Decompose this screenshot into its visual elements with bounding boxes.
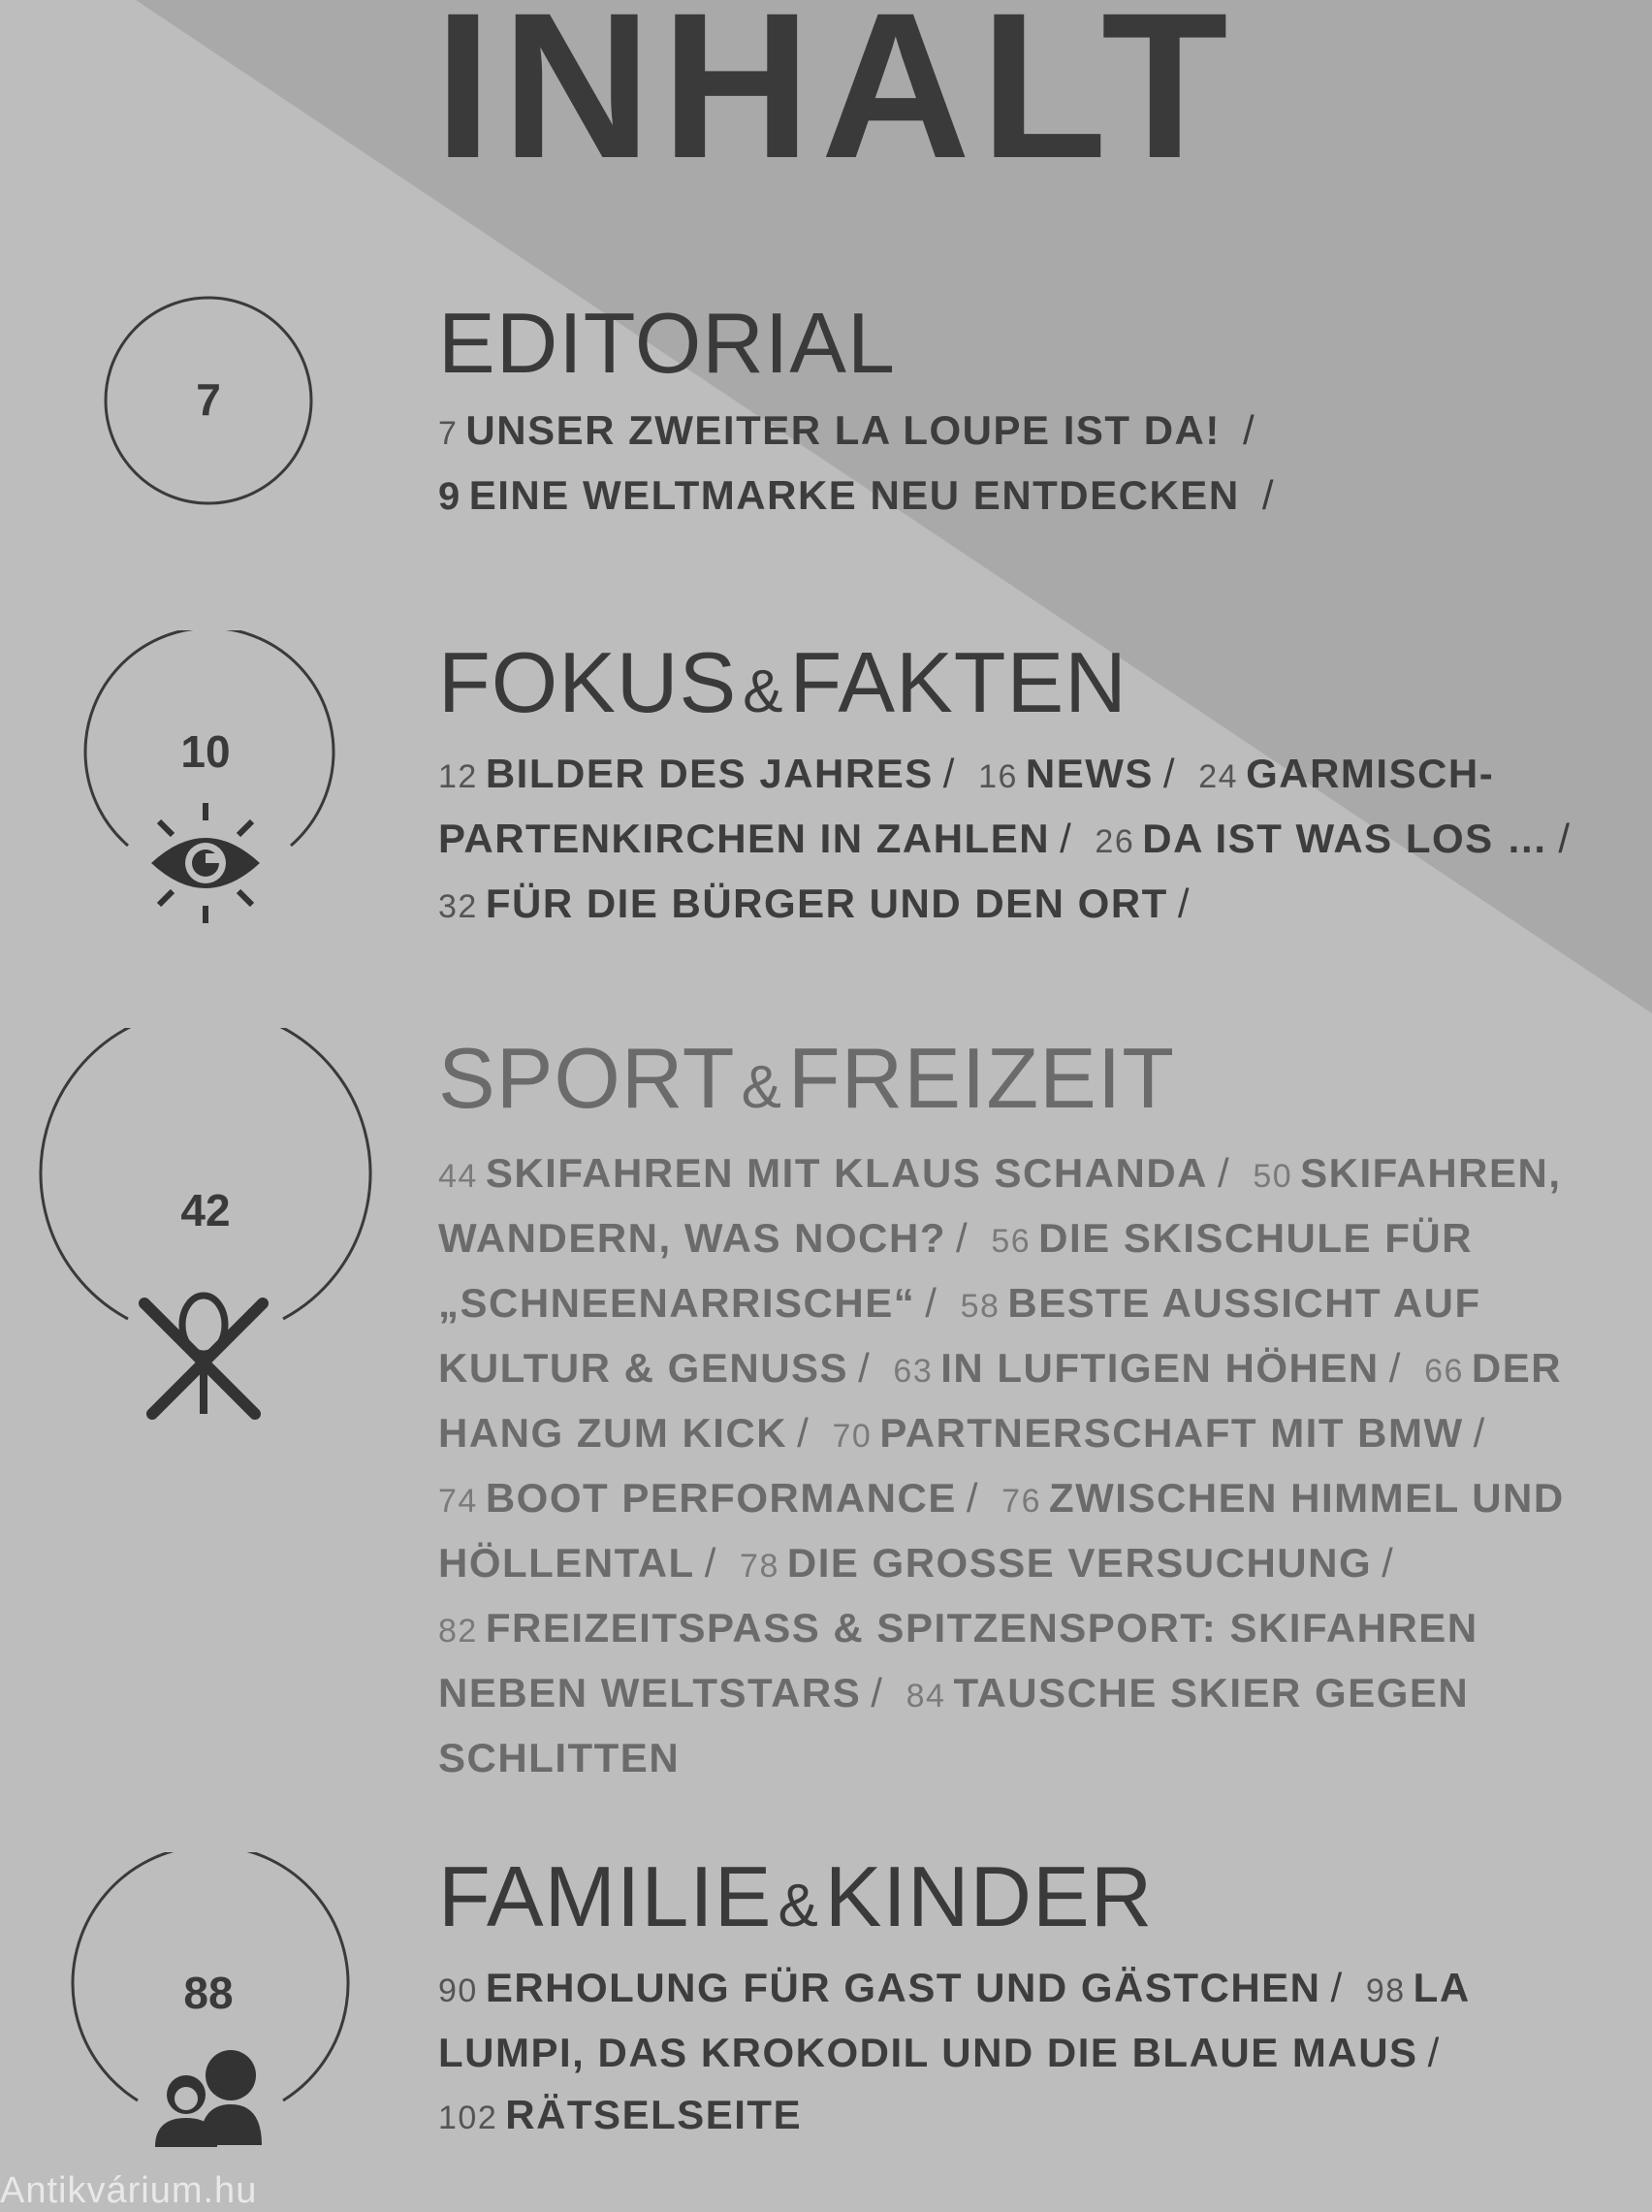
entry-title: FREIZEITSPASS & SPITZENSPORT: SKIFAHREN NEBEN WELTSTARS	[438, 1605, 1478, 1715]
toc-entry[interactable]: 76 ZWISCHEN HIMMEL UND HÖLLENTAL /	[438, 1475, 1565, 1586]
page-number: 56	[991, 1223, 1032, 1260]
entry-title: EINE WELTMARKE NEU ENTDECKEN	[468, 472, 1240, 518]
section-number: 10	[180, 726, 231, 777]
page-number: 12	[438, 758, 478, 795]
entry-title: ERHOLUNG FÜR GAST UND GÄSTCHEN	[485, 1965, 1321, 2010]
watermark: Antikvárium.hu	[0, 2170, 258, 2211]
page-number: 78	[740, 1548, 779, 1585]
section-title-ampersand: &	[778, 1873, 819, 1940]
toc-entry[interactable]: 63 IN LUFTIGEN HÖHEN /	[893, 1345, 1402, 1391]
entry-title: RÄTSELSEITE	[505, 2092, 803, 2137]
toc-entry[interactable]: 74 BOOT PERFORMANCE /	[438, 1475, 979, 1521]
page-number: 84	[905, 1678, 946, 1715]
crossed-skis-icon	[131, 1290, 276, 1426]
page-number: 7	[438, 415, 459, 452]
section-title-text: KINDER	[824, 1848, 1154, 1944]
section-title-ampersand: &	[743, 658, 784, 725]
entry-title: LA LUMPI, DAS KROKODIL UND DIE BLAUE MAUS	[438, 1965, 1470, 2075]
section-title-text: FREIZEIT	[787, 1030, 1176, 1126]
entry-title: TAUSCHE SKIER GEGEN SCHLITTEN	[438, 1670, 1470, 1780]
section-title	[438, 1848, 1154, 1944]
section-number: 7	[196, 374, 221, 425]
entry-title: UNSER ZWEITER LA LOUPE IST DA!	[465, 407, 1221, 453]
entry-title: PARTNERSCHAFT MIT BMW	[879, 1410, 1464, 1456]
page-number: 44	[438, 1158, 478, 1195]
toc-entry[interactable]: 78 DIE GROSSE VERSUCHUNG /	[740, 1540, 1395, 1586]
page-number: 98	[1365, 1972, 1406, 2009]
entry-title: IN LUFTIGEN HÖHEN	[940, 1345, 1380, 1391]
section-number: 42	[180, 1185, 231, 1235]
section-title-text: FAMILIE	[438, 1848, 773, 1944]
entry-title: DER HANG ZUM KICK	[438, 1345, 1563, 1456]
page-number: 58	[960, 1288, 1001, 1325]
page-number: 90	[438, 1972, 478, 2009]
eye-icon	[145, 795, 267, 931]
entry-title: DIE GROSSE VERSUCHUNG	[786, 1540, 1373, 1586]
toc-entry[interactable]	[438, 2092, 802, 2137]
section-title	[438, 1030, 1176, 1126]
page-number: 66	[1424, 1353, 1464, 1390]
page-title: INHALT	[434, 0, 1238, 202]
section-title-ampersand: &	[741, 1054, 782, 1121]
toc-entry[interactable]: 56 DIE SKISCHULE FÜR „SCHNEENARRISCHE“ /	[438, 1215, 1474, 1326]
toc-entry[interactable]: 58 BESTE AUSSICHT AUF KULTUR & GENUSS /	[438, 1280, 1481, 1391]
page-number: 50	[1253, 1158, 1293, 1195]
entry-title: NEWS	[1025, 751, 1154, 796]
toc-entry[interactable]: 50 SKIFAHREN, WANDERN, WAS NOCH? /	[438, 1150, 1562, 1261]
toc-entry[interactable]: 32 FÜR DIE BÜRGER UND DEN ORT /	[438, 881, 1191, 926]
page-number: 63	[893, 1353, 934, 1390]
section-title	[438, 634, 1128, 730]
page-number: 70	[832, 1418, 873, 1455]
page-number: 9	[438, 475, 461, 518]
toc-entry[interactable]: 9 EINE WELTMARKE NEU ENTDECKEN /	[438, 472, 1275, 518]
section-title-text: SPORT	[438, 1030, 736, 1126]
page-number: 16	[978, 758, 1018, 795]
entry-title: DA IST WAS LOS …	[1142, 816, 1549, 861]
toc-entry[interactable]: 70 PARTNERSCHAFT MIT BMW /	[832, 1410, 1486, 1456]
toc-entry[interactable]: 16 NEWS /	[978, 751, 1177, 796]
toc-entry[interactable]: 26 DA IST WAS LOS … /	[1095, 816, 1572, 861]
toc-entry[interactable]: 24 GARMISCH-PARTENKIRCHEN IN ZAHLEN /	[438, 751, 1495, 861]
page-number: 82	[438, 1613, 478, 1650]
section-number: 88	[183, 1968, 234, 2018]
page-number: 76	[1001, 1483, 1041, 1520]
section-entries	[438, 743, 1602, 938]
page-number: 32	[438, 888, 478, 925]
page-number: 102	[438, 2100, 498, 2136]
page-number: 74	[438, 1483, 478, 1520]
entry-title: ZWISCHEN HIMMEL UND HÖLLENTAL	[438, 1475, 1565, 1586]
toc-entry[interactable]: 66 DER HANG ZUM KICK /	[438, 1345, 1563, 1456]
section-entries	[438, 1142, 1602, 1789]
entry-title: BILDER DES JAHRES	[485, 751, 934, 796]
entry-title: GARMISCH-PARTENKIRCHEN IN ZAHLEN	[438, 751, 1495, 861]
entry-title: SKIFAHREN MIT KLAUS SCHANDA	[485, 1150, 1208, 1196]
entry-title: BESTE AUSSICHT AUF KULTUR & GENUSS	[438, 1280, 1481, 1391]
page-number: 24	[1198, 758, 1239, 795]
toc-entry[interactable]: 98 LA LUMPI, DAS KROKODIL UND DIE BLAUE MAUS /	[438, 1965, 1470, 2075]
section-title-text: FOKUS	[438, 634, 738, 730]
entry-title: BOOT PERFORMANCE	[485, 1475, 957, 1521]
toc-entry[interactable]: 7 UNSER ZWEITER LA LOUPE IST DA! /	[438, 407, 1256, 453]
section-title-text: EDITORIAL	[438, 295, 896, 391]
toc-entry[interactable]: 90 ERHOLUNG FÜR GAST UND GÄSTCHEN /	[438, 1965, 1344, 2010]
entry-title: SKIFAHREN, WANDERN, WAS NOCH?	[438, 1150, 1562, 1261]
section-title	[438, 295, 896, 391]
toc-entry[interactable]: 44 SKIFAHREN MIT KLAUS SCHANDA /	[438, 1150, 1231, 1196]
entry-title: DIE SKISCHULE FÜR „SCHNEENARRISCHE“	[438, 1215, 1474, 1326]
toc-entry[interactable]: 12 BILDER DES JAHRES /	[438, 751, 956, 796]
section-entries	[438, 400, 1602, 528]
page-number: 26	[1095, 823, 1135, 860]
entry-title: FÜR DIE BÜRGER UND DEN ORT	[485, 881, 1168, 926]
section-entries	[438, 1957, 1505, 2149]
family-icon	[145, 2044, 271, 2151]
toc-entry[interactable]: 82 FREIZEITSPASS & SPITZENSPORT: SKIFAHREN NEBEN WELTSTARS /	[438, 1605, 1478, 1715]
section-title-text: FAKTEN	[789, 634, 1128, 730]
